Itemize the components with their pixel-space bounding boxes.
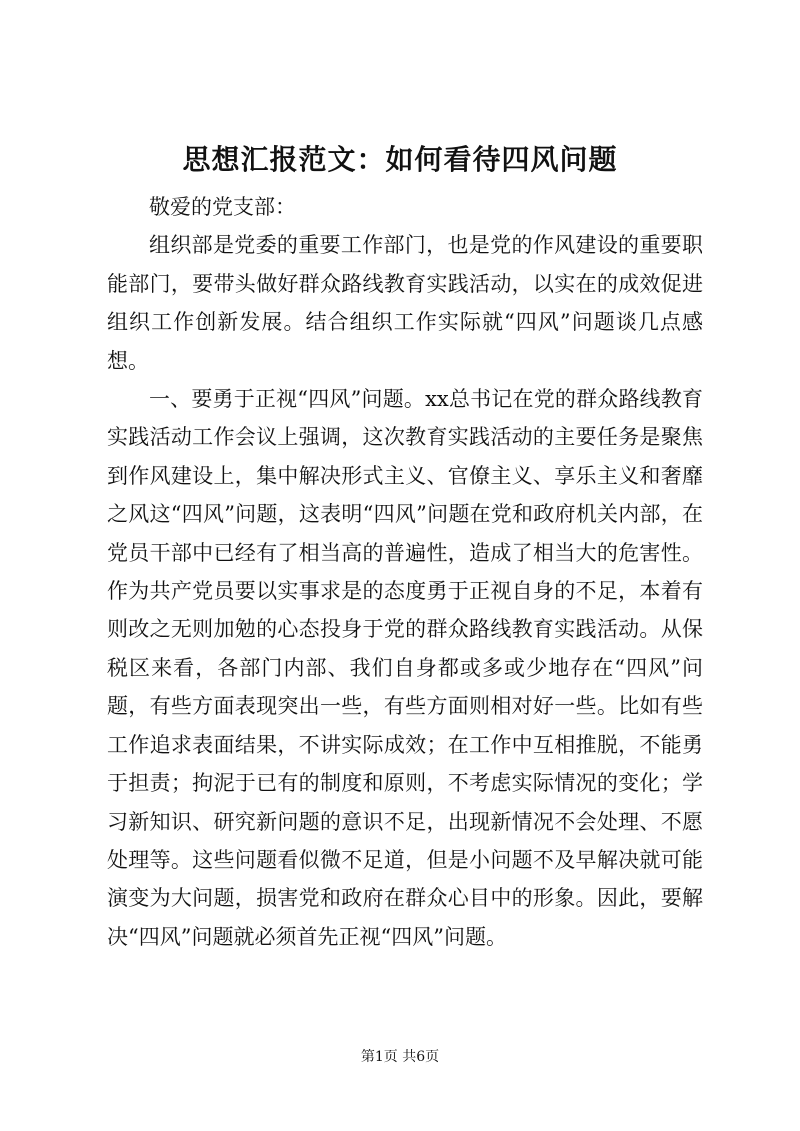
paragraph-1: 组织部是党委的重要工作部门，也是党的作风建设的重要职能部门，要带头做好群众路线教育实践活动，以实在的成效促进组织工作创新发展。结合组织工作实际就“四风”问题谈几点感想。 <box>107 233 703 373</box>
document-body <box>107 188 703 956</box>
paragraph-2: 一、要勇于正视“四风”问题。xx总书记在党的群众路线教育实践活动工作会议上强调，这次教育实践活动的主要任务是聚焦到作风建设上，集中解决形式主义、官僚主义、享乐主义和奢靡之风这“四风”问题，这表明“四风”问题在党和政府机关内部，在党员干部中已经有了相当高的普遍性，造成了相当大的危害性。作为共产党员要以实事求是的态度勇于正视自身的不足，本着有则改之无则加勉的心态投身于党的群众路线教育实践活动。从保税区来看，各部门内部、我们自身都或多或少地存在“四风”问题，有些方面表现突出一些，有些方面则相对好一些。比如有些工作追求表面结果，不讲实际成效；在工作中互相推脱，不能勇于担责；拘泥于已有的制度和原则，不考虑实际情况的变化；学习新知识、研究新问题的意识不足，出现新情况不会处理、不愿处理等。这些问题看似微不足道，但是小问题不及早解决就可能演变为大问题，损害党和政府在群众心目中的形象。因此，要解决“四风”问题就必须首先正视“四风”问题。 <box>107 387 703 949</box>
document-title: 思想汇报范文：如何看待四风问题 <box>182 143 618 176</box>
greeting: 敬爱的党支部： <box>149 195 296 219</box>
page-footer: 第1页 共6页 <box>360 1049 440 1065</box>
